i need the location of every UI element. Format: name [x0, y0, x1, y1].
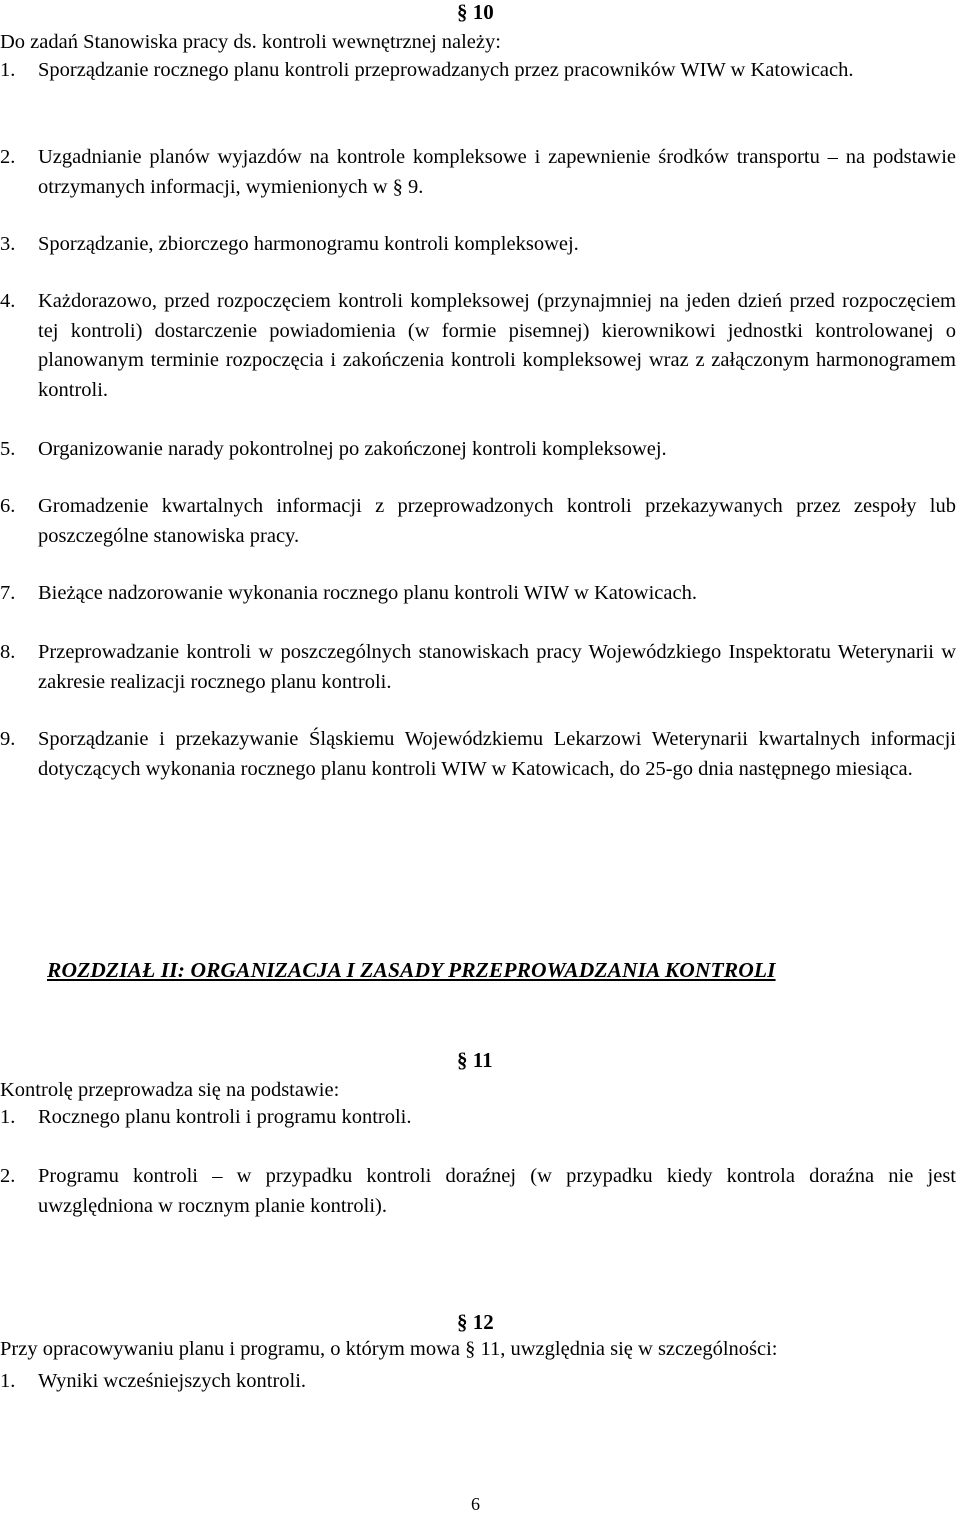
- list-item-number: 2.: [0, 1165, 16, 1187]
- list-item-text: Uzgadnianie planów wyjazdów na kontrole kompleksowe i zapewnienie środków transportu – na podstawie otrzymanych informacji, wymienionych w § 9.: [38, 146, 956, 198]
- list-item-number: 1.: [0, 1370, 16, 1392]
- list-item-number: 5.: [0, 438, 16, 460]
- section-10-heading: § 10: [457, 0, 494, 24]
- list-item-text: Sporządzanie i przekazywanie Śląskiemu Wojewódzkiemu Lekarzowi Weterynarii kwartalnych informacji dotyczących wykonania rocznego planu kontroli WIW w Katowicach, do 25-go dnia następnego miesiąca.: [38, 728, 956, 780]
- list-item-text: Bieżące nadzorowanie wykonania rocznego planu kontroli WIW w Katowicach.: [38, 582, 697, 604]
- list-item-number: 9.: [0, 728, 16, 750]
- section-10-intro: Do zadań Stanowiska pracy ds. kontroli wewnętrznej należy:: [0, 31, 501, 53]
- list-item-number: 8.: [0, 641, 16, 663]
- list-item-number: 1.: [0, 59, 16, 81]
- list-item-text: Rocznego planu kontroli i programu kontroli.: [38, 1106, 412, 1128]
- list-item-text: Wyniki wcześniejszych kontroli.: [38, 1370, 307, 1392]
- page-number: 6: [471, 1494, 480, 1514]
- chapter-heading: ROZDZIAŁ II: ORGANIZACJA I ZASADY PRZEPROWADZANIA KONTROLI: [47, 958, 776, 982]
- section-12-intro: Przy opracowywaniu planu i programu, o którym mowa § 11, uwzględnia się w szczególności:: [0, 1338, 778, 1360]
- section-11-intro: Kontrolę przeprowadza się na podstawie:: [0, 1079, 340, 1101]
- list-item-number: 3.: [0, 233, 16, 255]
- list-item-number: 6.: [0, 495, 16, 517]
- list-item-text: Każdorazowo, przed rozpoczęciem kontroli kompleksowej (przynajmniej na jeden dzień przed rozpoczęciem tej kontroli) dostarczenie powiadomienia (w formie pisemnej) kierownikowi jednostki kontrolowanej o planowanym terminie rozpoczęcia i zakończenia kontroli kompleksowej wraz z załączonym harmonogramem kontroli.: [38, 290, 956, 401]
- section-12-heading: § 12: [457, 1310, 494, 1334]
- list-item-text: Gromadzenie kwartalnych informacji z przeprowadzonych kontroli przekazywanych przez zespoły lub poszczególne stanowiska pracy.: [38, 495, 956, 547]
- list-item-number: 4.: [0, 290, 16, 312]
- list-item-text: Programu kontroli – w przypadku kontroli doraźnej (w przypadku kiedy kontrola doraźna nie jest uwzględniona w rocznym planie kontroli).: [38, 1165, 956, 1217]
- list-item-text: Przeprowadzanie kontroli w poszczególnych stanowiskach pracy Wojewódzkiego Inspektoratu Weterynarii w zakresie realizacji rocznego planu kontroli.: [38, 641, 956, 693]
- list-item-text: Sporządzanie, zbiorczego harmonogramu kontroli kompleksowej.: [38, 233, 579, 255]
- section-11-heading: § 11: [457, 1048, 493, 1072]
- list-item-number: 1.: [0, 1106, 16, 1128]
- list-item-text: Organizowanie narady pokontrolnej po zakończonej kontroli kompleksowej.: [38, 438, 667, 460]
- list-item-text: Sporządzanie rocznego planu kontroli przeprowadzanych przez pracowników WIW w Katowicach.: [38, 59, 854, 81]
- list-item-number: 2.: [0, 146, 16, 168]
- list-item-number: 7.: [0, 582, 16, 604]
